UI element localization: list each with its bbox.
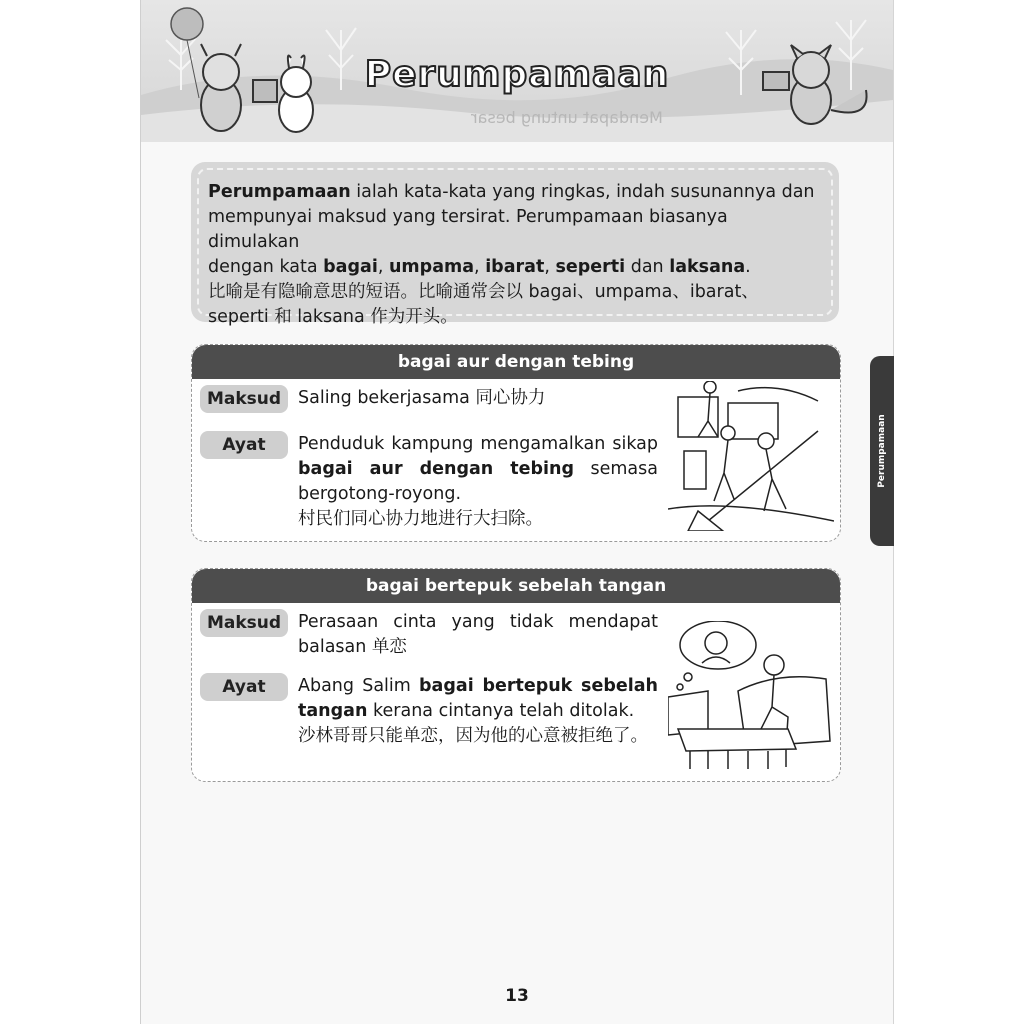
book-page — [140, 0, 894, 1024]
ayat-label: Ayat — [200, 431, 288, 459]
ayat-label: Ayat — [200, 673, 288, 701]
ayat-translation: 村民们同心协力地进行大扫除。 — [298, 509, 543, 529]
idiom-card-1 — [191, 344, 841, 542]
intro-line-1: Perumpamaan ialah kata-kata yang ringkas, indah susunannya dan — [208, 182, 815, 202]
page-title: Perumpamaan — [364, 54, 670, 95]
ayat-text: Penduduk kampung mengamalkan sikap bagai aur dengan tebing semasa bergotong-royong. — [298, 434, 658, 504]
page-number: 13 — [505, 986, 529, 1006]
definition-box — [191, 162, 839, 327]
ayat-text: Abang Salim bagai bertepuk sebelah tangan kerana cintanya telah ditolak. — [298, 676, 659, 721]
intro-line-zh-1: 比喻是有隐喻意思的短语。比喻通常会以 bagai、umpama、ibarat、 — [208, 282, 759, 302]
villagers-cleaning-illustration — [668, 381, 834, 531]
maksud-text: Perasaan cinta yang tidak mendapat balasan 单恋 — [298, 612, 658, 657]
maksud-label: Maksud — [200, 609, 288, 637]
header-banner — [141, 0, 893, 142]
idiom-heading: bagai aur dengan tebing — [192, 345, 840, 379]
side-tab-label: Perumpamaan — [877, 414, 887, 488]
ayat-translation: 沙林哥哥只能单恋，因为他的心意被拒绝了。 — [298, 726, 648, 746]
idiom-heading: bagai bertepuk sebelah tangan — [192, 569, 840, 603]
intro-line-3: dengan kata bagai, umpama, ibarat, seperti dan laksana. — [208, 257, 751, 277]
bleed-through-text: Mendapat untung besar — [471, 108, 663, 127]
maksud-text: Saling bekerjasama 同心协力 — [298, 388, 546, 408]
section-side-tab — [870, 356, 894, 546]
lovesick-man-illustration — [668, 621, 834, 771]
intro-line-2: mempunyai maksud yang tersirat. Perumpamaan biasanya dimulakan — [208, 207, 728, 252]
intro-line-zh-2: seperti 和 laksana 作为开头。 — [208, 307, 458, 327]
maksud-label: Maksud — [200, 385, 288, 413]
idiom-card-2 — [191, 568, 841, 782]
